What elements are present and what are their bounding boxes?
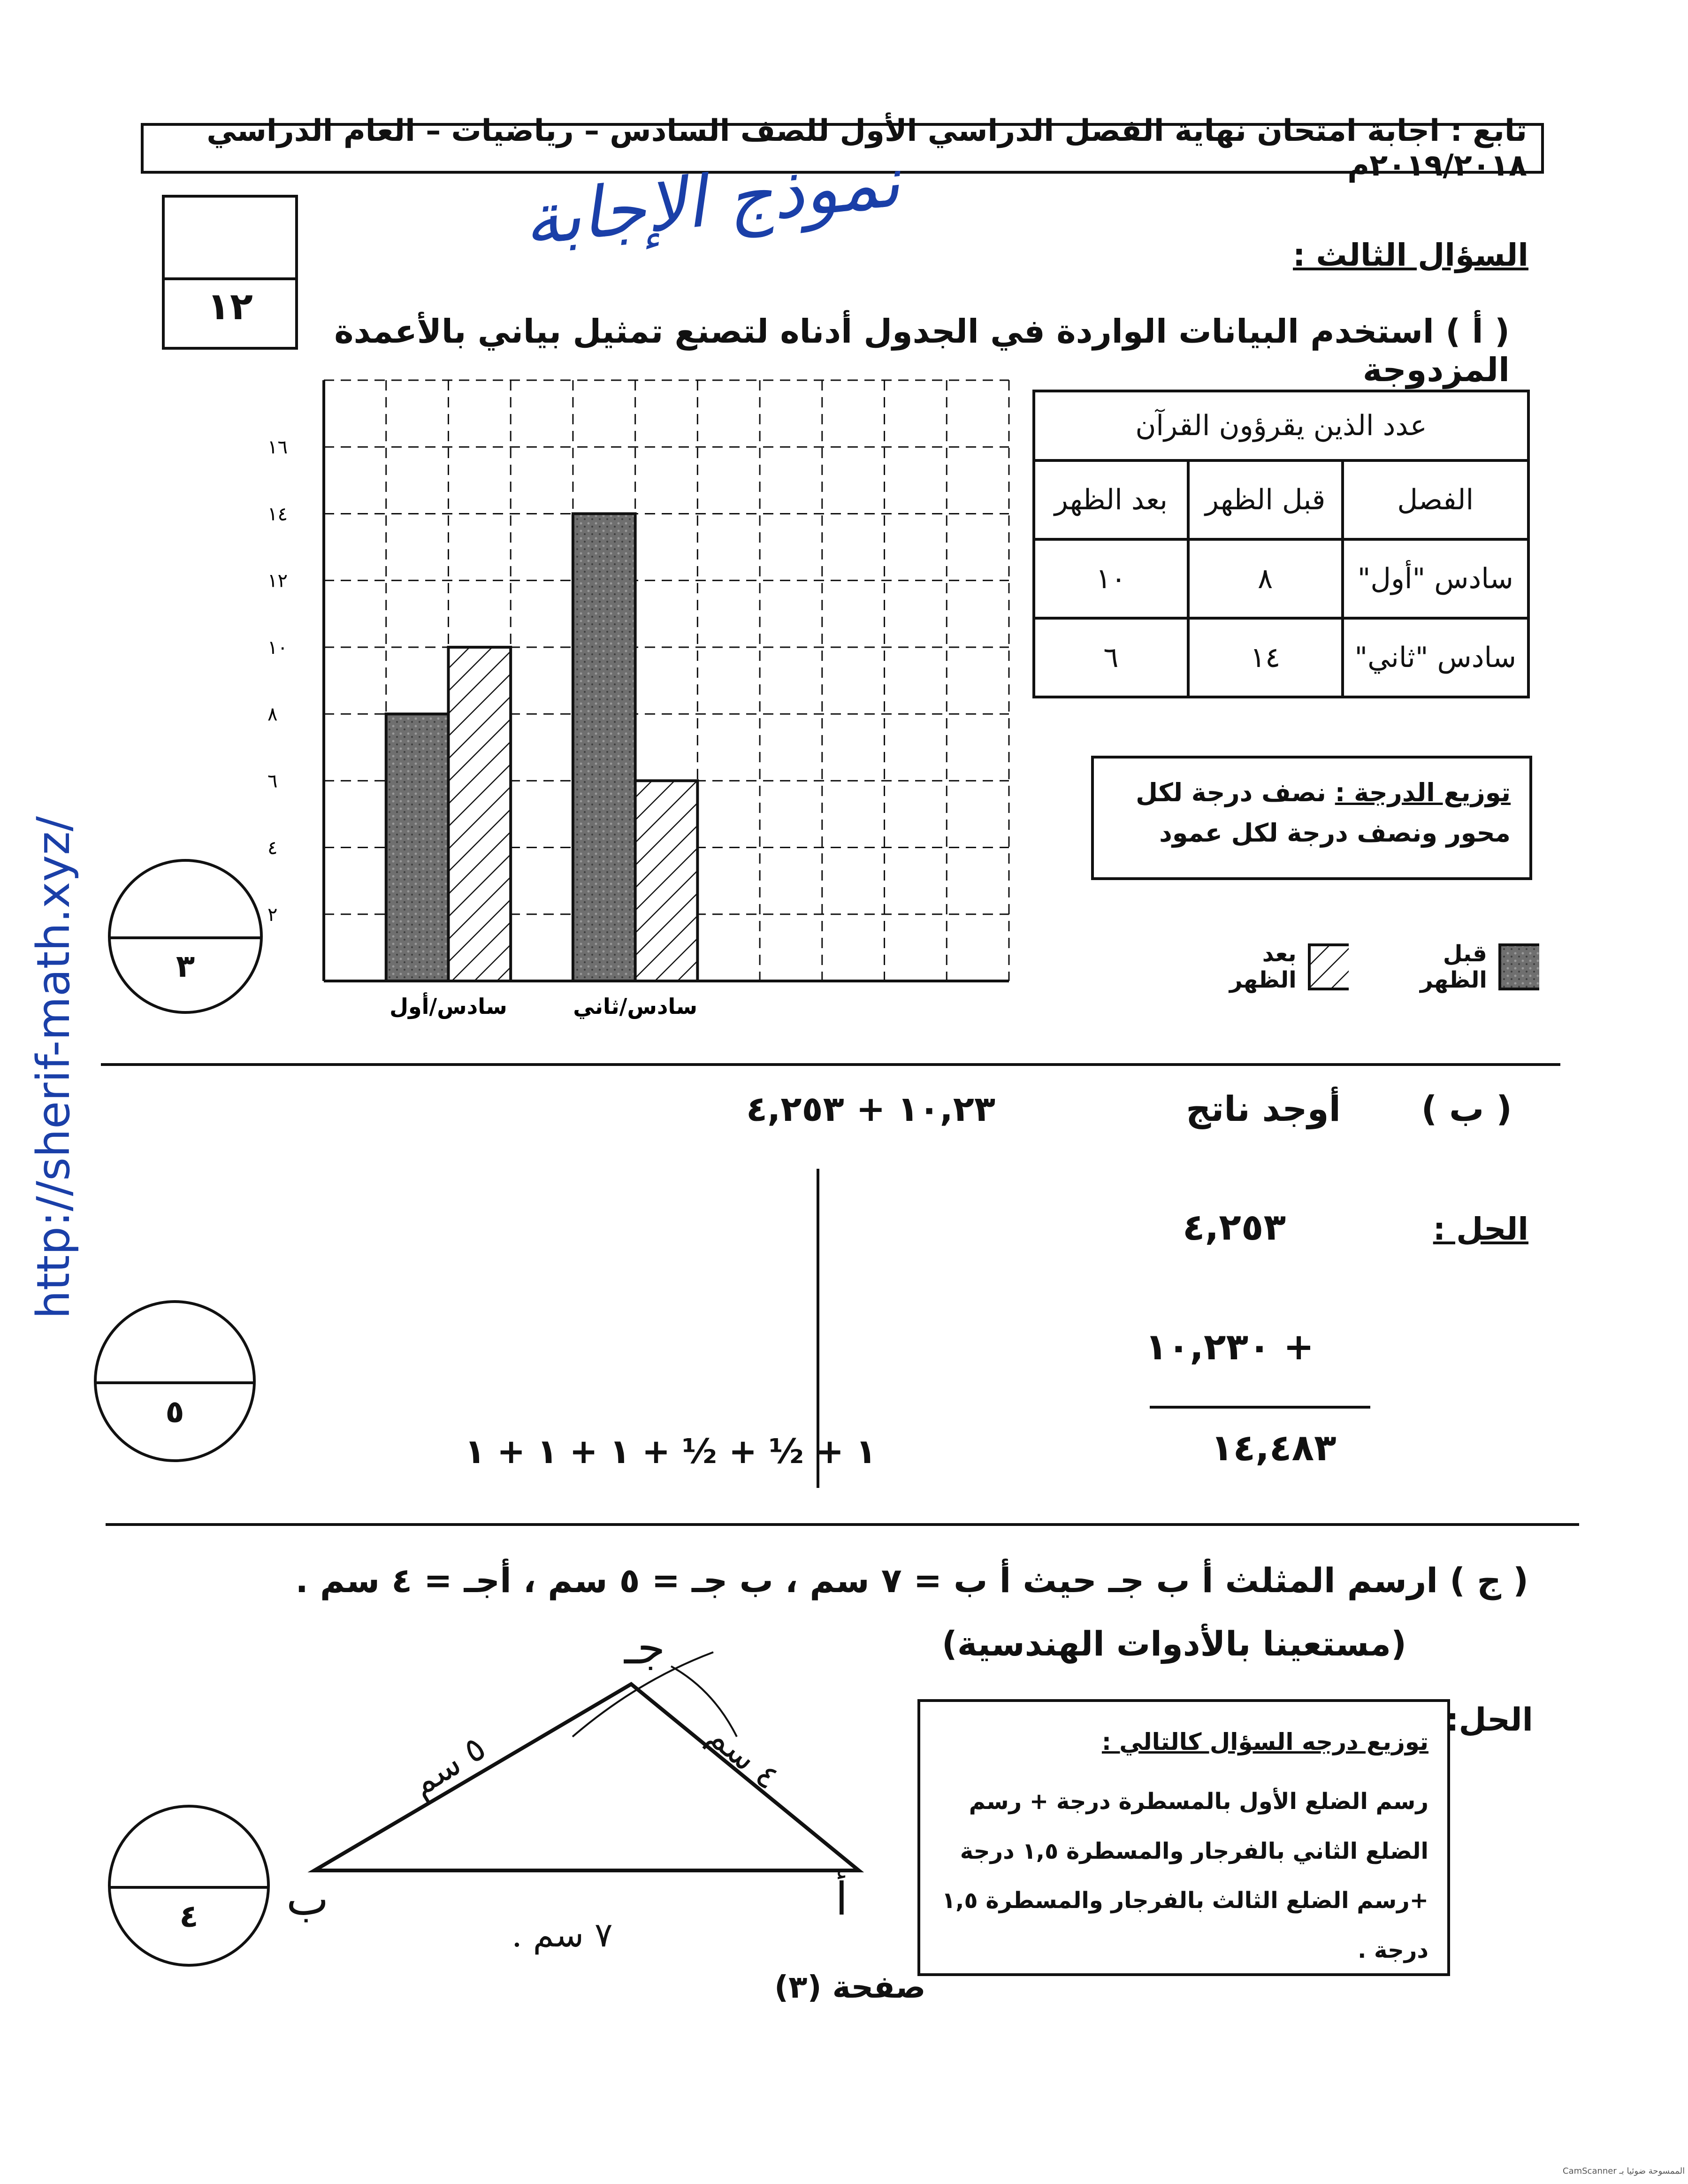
y-tick-label: ١٢ — [267, 570, 288, 592]
legend-swatch-before — [1498, 943, 1539, 990]
y-tick-label: ٦ — [267, 770, 278, 792]
y-tick-label: ٤ — [267, 837, 278, 859]
table-cell: ١٠ — [1034, 539, 1188, 618]
legend-swatch-after — [1308, 943, 1349, 990]
vertex-b-label: ب — [286, 1873, 329, 1925]
reading-table — [1032, 390, 1530, 698]
table-header: قبل الظهر — [1188, 460, 1343, 539]
table-title: عدد الذين يقرؤون القرآن — [1034, 391, 1528, 460]
x-category-label: سادس/أول — [390, 994, 507, 1019]
section-divider — [106, 1523, 1579, 1526]
y-tick-label: ٢ — [267, 904, 278, 926]
y-tick-label: ١٦ — [267, 437, 288, 459]
score-circle-c-value: ٤ — [179, 1898, 199, 1935]
part-a-prompt: ( أ ) استخدم البيانات الواردة في الجدول أدناه لتصنع تمثيل بياني بالأعمدة المزدوجة — [334, 312, 1510, 389]
part-b-line2: + ١٠,٢٣٠ — [1145, 1326, 1314, 1368]
score-circle-b-value: ٥ — [165, 1394, 184, 1430]
grading-c-title: توزيع درجه السؤال كالتالي : — [1101, 1728, 1428, 1755]
vertex-a-label: أ — [835, 1873, 848, 1925]
table-cell: سادس "ثاني" — [1343, 618, 1528, 697]
addition-rule — [1150, 1406, 1370, 1409]
y-tick-label: ١٤ — [267, 503, 288, 525]
score-circle-b — [94, 1300, 256, 1462]
exam-header-title: تابع : اجابة امتحان نهاية الفصل الدراسي الأول للصف السادس – رياضيات – العام الدراسي ٢٠١٩/٢٠١٨م — [206, 114, 1527, 183]
part-b-expression: ١٠,٢٣ + ٤,٢٥٣ — [746, 1089, 996, 1129]
legend-label-after: بعد الظهر — [1229, 941, 1297, 993]
section-divider — [101, 1063, 1560, 1066]
part-c-solution-label: الحل: — [1446, 1701, 1533, 1739]
table-header: الفصل — [1343, 460, 1528, 539]
grading-label: توزيع الدرجة : — [1335, 778, 1511, 807]
part-b-label: ( ب ) — [1421, 1089, 1512, 1129]
table-cell: ١٤ — [1188, 618, 1343, 697]
part-b-solution-label: الحل : — [1433, 1211, 1528, 1247]
bar-after-2 — [635, 781, 698, 981]
scanner-mark: CamScanner الممسوحة ضوئيا بـ — [1563, 2166, 1685, 2176]
table-cell: ٦ — [1034, 618, 1188, 697]
part-b-prompt: أوجد ناتج — [1186, 1089, 1341, 1129]
part-b-result: ١٤,٤٨٣ — [1211, 1427, 1337, 1469]
grading-note-c — [917, 1699, 1450, 1976]
chart-legend — [1201, 941, 1539, 993]
vertex-c-label: جـ — [624, 1622, 665, 1674]
y-tick-label: ١٠ — [267, 636, 288, 659]
part-c-tools: (مستعينا بالأدوات الهندسية) — [941, 1624, 1406, 1663]
question-total-score: ١٢ — [207, 284, 253, 328]
table-header: بعد الظهر — [1034, 460, 1188, 539]
y-tick-label: ٨ — [267, 704, 278, 726]
answer-key-annotation: نموذج الإجابة — [519, 140, 904, 262]
score-circle-a — [108, 859, 263, 1014]
page-number: صفحة (٣) — [774, 1969, 926, 2005]
grading-line1: نصف درجة لكل — [1136, 778, 1326, 807]
bar-before-1 — [386, 714, 449, 981]
grading-line2: محور ونصف درجة لكل عمود — [1159, 818, 1511, 848]
bar-after-1 — [448, 647, 511, 981]
table-row — [1034, 618, 1528, 697]
side-ac-label: ٤ سم — [700, 1716, 787, 1797]
score-circle-a-value: ٣ — [176, 948, 195, 985]
score-circle-c — [108, 1805, 270, 1967]
watermark-url[interactable]: http://sherif-math.xyz/ — [27, 816, 80, 1319]
grading-c-text: رسم الضلع الأول بالمسطرة درجة + رسم الضلع الثاني بالفرجار والمسطرة ١,٥ درجة +رسم الضلع الثالث بالفرجار والمسطرة ١,٥ درجة . — [941, 1788, 1428, 1963]
double-bar-chart — [249, 371, 1018, 1037]
side-ab-label: ٧ سم . — [512, 1915, 613, 1954]
table-cell: سادس "أول" — [1343, 539, 1528, 618]
part-b-line1: ٤,٢٥٣ — [1183, 1206, 1286, 1249]
table-row — [1034, 539, 1528, 618]
bar-before-2 — [573, 513, 635, 981]
part-b-marks: ١ + ½ + ½ + ١ + ١ + ١ — [465, 1432, 877, 1471]
question-heading: السؤال الثالث : — [1293, 237, 1528, 273]
legend-label-before: قبل الظهر — [1420, 941, 1487, 993]
part-c-prompt: ( ج ) ارسم المثلث أ ب جـ حيث أ ب = ٧ سم ، ب جـ = ٥ سم ، أجـ = ٤ سم . — [295, 1561, 1528, 1600]
grading-note-a — [1091, 756, 1532, 880]
x-category-label: سادس/ثاني — [573, 994, 698, 1019]
table-cell: ٨ — [1188, 539, 1343, 618]
side-bc-label: ٥ سم — [404, 1728, 493, 1804]
